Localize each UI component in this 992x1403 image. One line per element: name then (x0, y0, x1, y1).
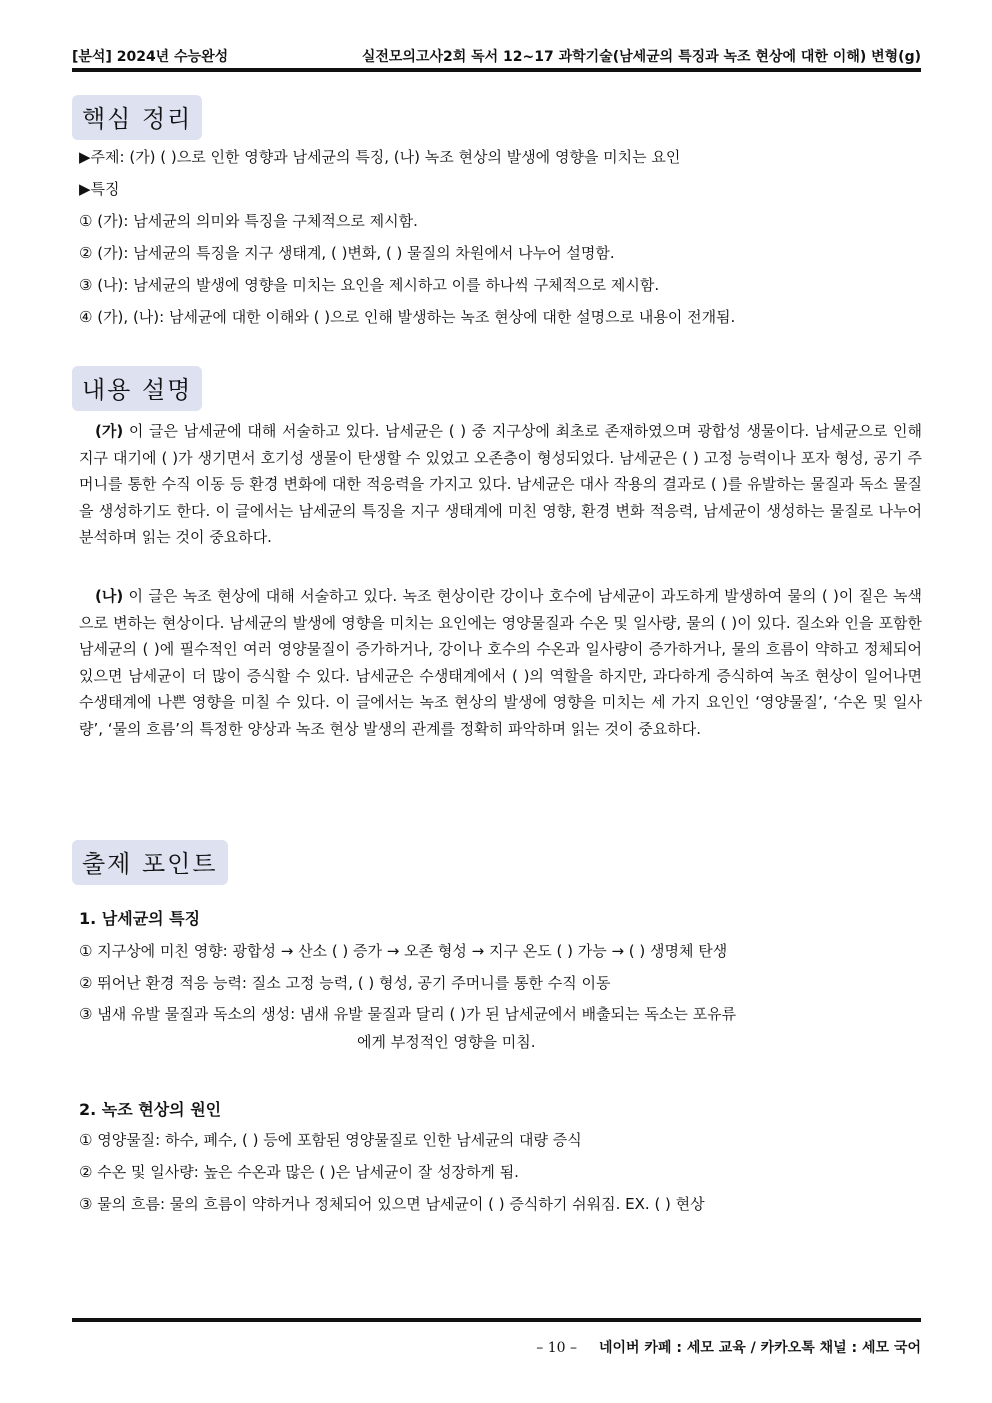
points-item: ② 뛰어난 환경 적응 능력: 질소 고정 능력, ( ) 형성, 공기 주머니를 통한 수직 이동 (79, 974, 611, 992)
summary-line: ▶특징 (79, 180, 120, 198)
para-label: (가) (95, 422, 124, 440)
content-paragraph-na (79, 583, 922, 742)
points-title: 출제 포인트 (72, 840, 228, 885)
summary-line: ▶주제: (가) ( )으로 인한 영향과 남세균의 특징, (나) 녹조 현상의 발생에 영향을 미치는 요인 (79, 148, 681, 166)
header-rule (72, 68, 921, 72)
summary-line: ② (가): 남세균의 특징을 지구 생태계, ( )변화, ( ) 물질의 차원에서 나누어 설명함. (79, 244, 615, 262)
content-title: 내용 설명 (72, 366, 202, 411)
points-item: ① 영양물질: 하수, 폐수, ( ) 등에 포함된 영양물질로 인한 남세균의 대량 증식 (79, 1131, 582, 1149)
points-item: ③ 냄새 유발 물질과 독소의 생성: 냄새 유발 물질과 달리 ( )가 된 남세균에서 배출되는 독소는 포유류 (79, 1005, 737, 1023)
points-section-heading: 1. 남세균의 특징 (79, 909, 201, 928)
page-footer (536, 1337, 921, 1357)
summary-line: ① (가): 남세균의 의미와 특징을 구체적으로 제시함. (79, 212, 418, 230)
para-text: 이 글은 남세균에 대해 서술하고 있다. 남세균은 ( ) 중 지구상에 최초로 존재하였으며 광합성 생물이다. 남세균으로 인해 지구 대기에 ( )가 생기면서 호기성 생물이 탄생할 수 있었고 오존층이 형성되었다. 남세균은 ( ) 고정 능력이나 포자 형성, 공기 주머니를 통한 수직 이동 등 환경 변화에 대한 적응력을 가지고 있다. 남세균은 대사 작용의 결과로 ( )를 유발하는 물질과 독소 물질을 생성하기도 한다. 이 글에서는 남세균의 특징을 지구 생태계에 미친 영향, 환경 변화 적응력, 남세균이 생성하는 물질로 나누어 분석하며 읽는 것이 중요하다. (79, 422, 922, 546)
points-section-heading: 2. 녹조 현상의 원인 (79, 1100, 222, 1119)
header-left: [분석] 2024년 수능완성 (72, 49, 229, 65)
para-text: 이 글은 녹조 현상에 대해 서술하고 있다. 녹조 현상이란 강이나 호수에 남세균이 과도하게 발생하여 물의 ( )이 짙은 녹색으로 변하는 현상이다. 남세균의 발생에 영향을 미치는 요인에는 영양물질과 수온 및 일사량, 물의 ( )이 있다. 질소와 인을 포함한 남세균의 ( )에 필수적인 여러 영양물질이 증가하거나, 강이나 호수의 수온과 일사량이 증가하거나, 물의 흐름이 약하고 정체되어 있으면 남세균이 더 많이 증식할 수 있다. 남세균은 수생태계에서 ( )의 역할을 하지만, 과다하게 증식하여 녹조 현상이 일어나면 수생태계에 나쁜 영향을 미칠 수 있다. 이 글에서는 녹조 현상의 발생에 영향을 미치는 세 가지 요인인 ‘영양물질’, ‘수온 및 일사량’, ‘물의 흐름’의 특정한 양상과 녹조 현상 발생의 관계를 정확히 파악하며 읽는 것이 중요하다. (79, 587, 922, 738)
points-item: ② 수온 및 일사량: 높은 수온과 많은 ( )은 남세균이 잘 성장하게 됨. (79, 1163, 519, 1181)
page-number: – 10 – (536, 1340, 577, 1356)
summary-title: 핵심 정리 (72, 95, 202, 140)
summary-line: ④ (가), (나): 남세균에 대한 이해와 ( )으로 인해 발생하는 녹조 현상에 대한 설명으로 내용이 전개됨. (79, 308, 736, 326)
points-item-continuation: 에게 부정적인 영향을 미침. (357, 1033, 536, 1051)
summary-line: ③ (나): 남세균의 발생에 영향을 미치는 요인을 제시하고 이를 하나씩 구체적으로 제시함. (79, 276, 660, 294)
points-item: ① 지구상에 미친 영향: 광합성 → 산소 ( ) 증가 → 오존 형성 → 지구 온도 ( ) 가능 → ( ) 생명체 탄생 (79, 942, 728, 960)
para-label: (나) (95, 587, 124, 605)
footer-channel: 네이버 카페 : 세모 교육 / 카카오톡 채널 : 세모 국어 (598, 1340, 921, 1356)
content-paragraph-ga (79, 418, 922, 551)
footer-rule (72, 1318, 921, 1322)
points-item: ③ 물의 흐름: 물의 흐름이 약하거나 정체되어 있으면 남세균이 ( ) 증식하기 쉬워짐. EX. ( ) 현상 (79, 1195, 705, 1213)
header-right: 실전모의고사2회 독서 12~17 과학기술(남세균의 특징과 녹조 현상에 대한 이해) 변형(g) (361, 49, 921, 65)
page-header (72, 44, 921, 68)
